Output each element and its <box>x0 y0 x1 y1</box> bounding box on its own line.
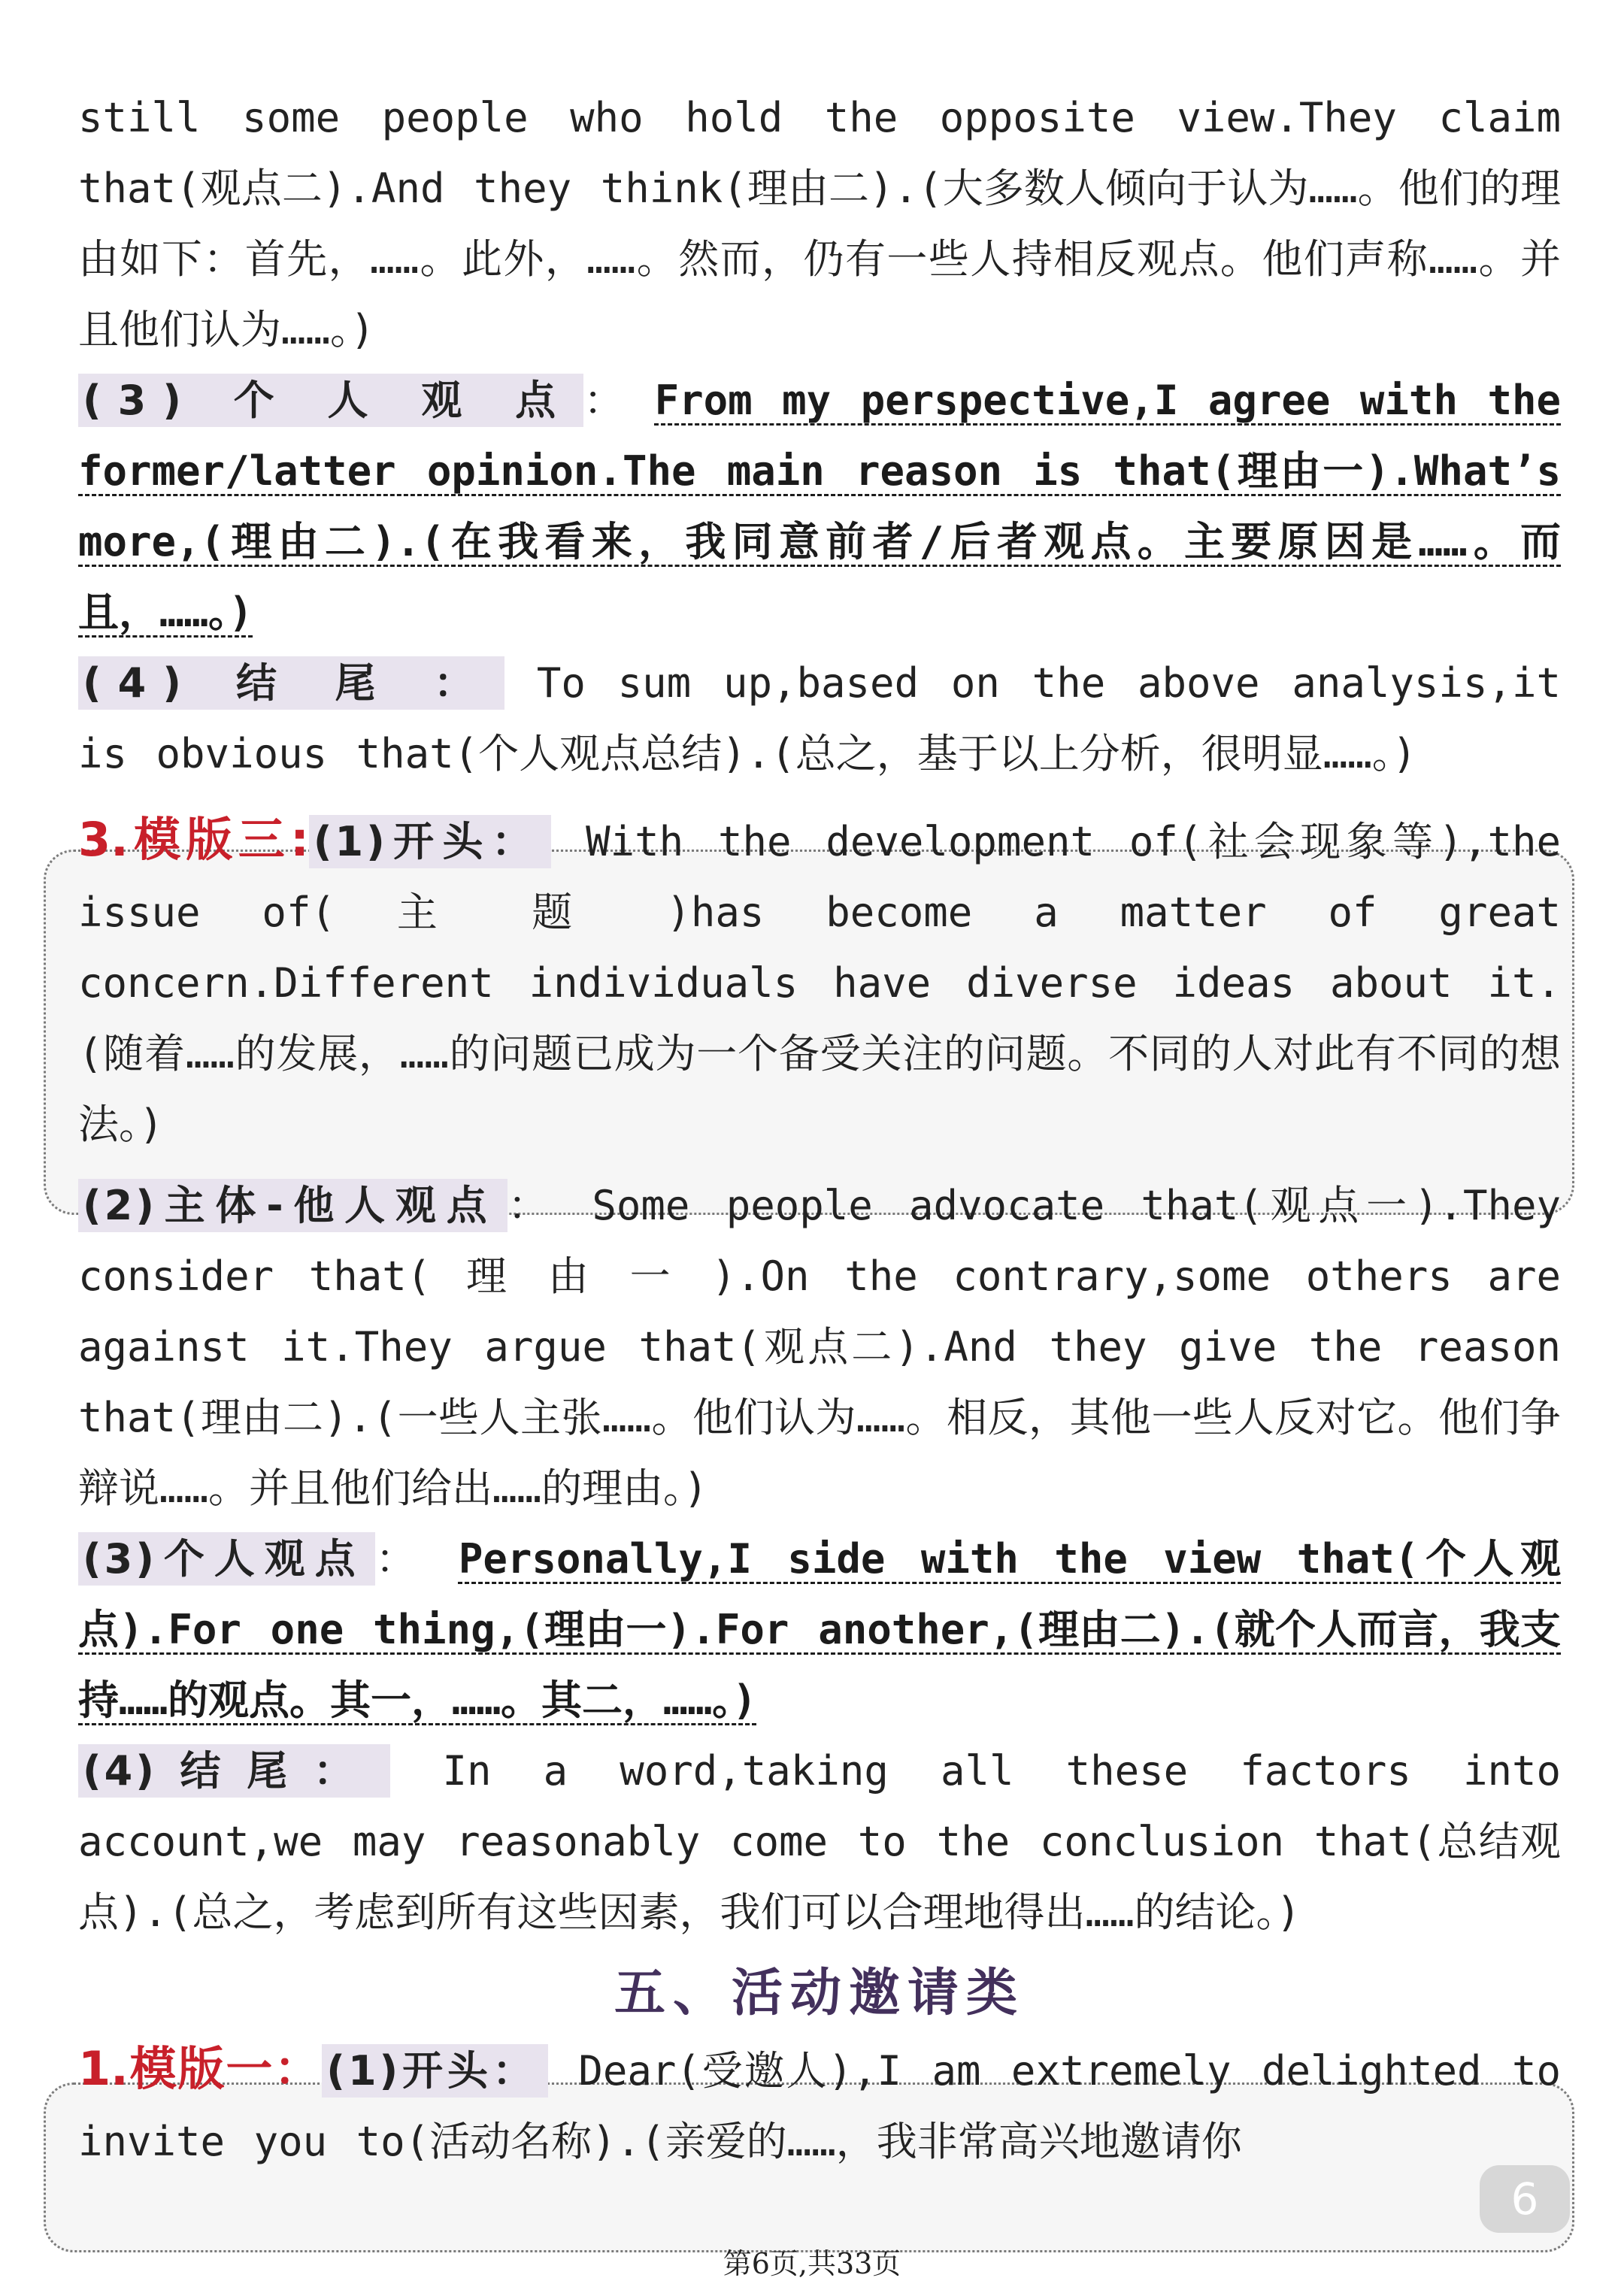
section-label: (3) 个 人 观 点 <box>78 374 583 427</box>
paragraph-text: In a word,taking all these factors into account,we may reasonably come to the conclusion that(总结观点).(总之，考虑到所有这些因素，我们可以合理地得出……的结论。) <box>78 1747 1562 1936</box>
paragraph-personal-view-two <box>78 1524 1561 1736</box>
paragraph-text: Dear(受邀人),I am extremely delighted to invite you to(活动名称).(亲爱的……，我非常高兴地邀请你 <box>78 2047 1561 2165</box>
document-page <box>78 83 1561 2177</box>
paragraph-conclusion <box>78 648 1561 789</box>
label-colon: ： <box>508 1182 556 1229</box>
section-label: (4) 结 尾 ： <box>78 656 504 710</box>
paragraph-text: still some people who hold the opposite view.They claim that(观点二).And they think(理由二).(大多数人倾向于认为……。他们的理由如下：首先，……。此外，……。然而，仍有一些人持相反观点。他们声称……。并且他们认为……。) <box>78 94 1561 353</box>
section-label: (1)开头： <box>309 815 551 868</box>
paragraph-invitation-template <box>78 2034 1561 2177</box>
template-heading: 3.模版三: <box>78 812 309 867</box>
paragraph-text: From my perspective,I agree with the former/latter opinion.The main reason is that(理由一).What’s more,(理由二).(在我看来，我同意前者/后者观点。主要原因是……。而且，……。) <box>78 377 1561 636</box>
paragraph-text: Personally,I side with the view that(个人观点).For one thing,(理由一).For another,(理由二).(就个人而言，我支持……的观点。其一，……。其二，……。) <box>78 1535 1562 1724</box>
label-colon: ： <box>375 1535 423 1583</box>
section-title: 五、活动邀请类 <box>614 1963 1025 2023</box>
paragraph-text: To sum up,based on the above analysis,it is obvious that(个人观点总结).(总之，基于以上分析，很明显……。) <box>78 659 1561 777</box>
paragraph-text: Some people advocate that(观点一).They consider that( 理 由 一 ).On the contrary,some others are against it.They argue that(观点二).And they give the reason that(理由二).(一些人主张……。他们认为……。相反，其他一些人反对它。他们争辩说……。并且他们给出……的理由。) <box>78 1182 1561 1512</box>
label-colon: ： <box>583 377 626 424</box>
section-label: (4)结尾： <box>78 1744 390 1798</box>
section-label: (1)开头： <box>322 2044 548 2098</box>
page-number-badge: 6 <box>1480 2165 1570 2233</box>
paragraph-personal-view <box>78 365 1561 648</box>
page-footer: 第6页,共33页 <box>723 2247 901 2280</box>
paragraph-opinions-continued <box>78 83 1561 365</box>
paragraph-template-three <box>78 804 1561 1160</box>
paragraph-text: With the development of(社会现象等),the issue of( 主 题 )has become a matter of great concern.Different individuals have diverse ideas about it.(随着……的发展，……的问题已成为一个备受关注的问题。不同的人对此有不同的想法。) <box>78 818 1561 1148</box>
paragraph-others-views <box>78 1171 1561 1524</box>
paragraph-conclusion-two <box>78 1736 1561 1948</box>
template-heading: 1.模版一： <box>78 2041 323 2096</box>
section-label: (2)主体-他人观点 <box>78 1179 508 1232</box>
section-label: (3)个人观点 <box>78 1532 375 1586</box>
